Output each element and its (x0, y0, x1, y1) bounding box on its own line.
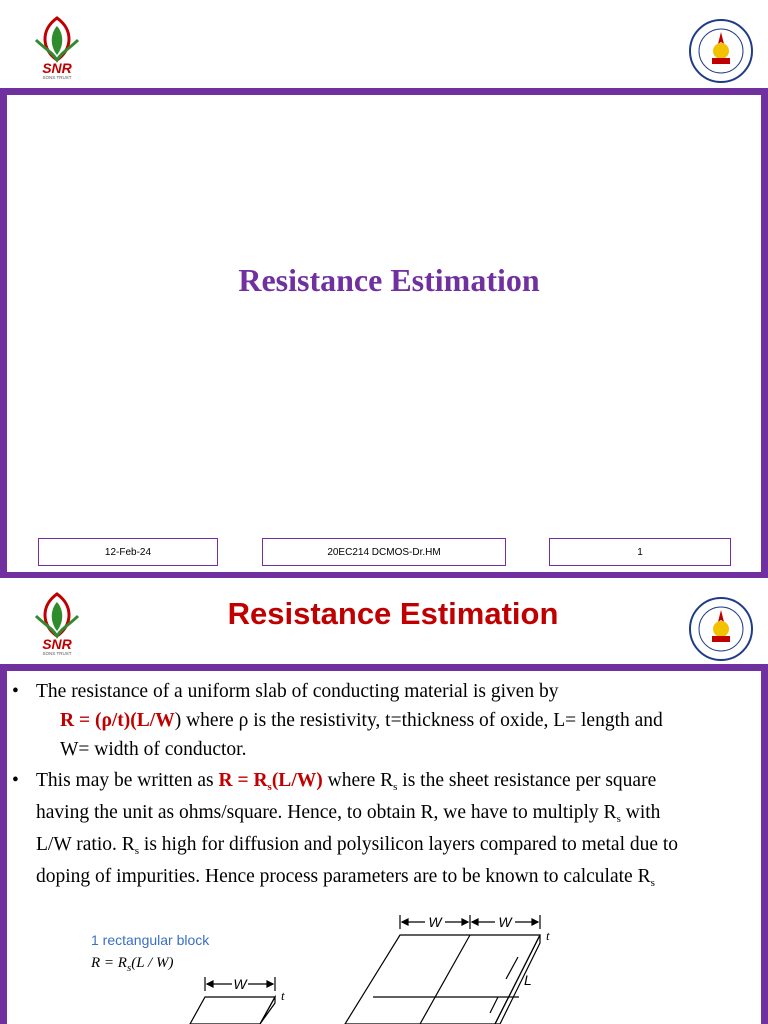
svg-text:SNR: SNR (42, 636, 72, 652)
svg-text:W: W (498, 914, 512, 930)
footer-course: 20EC214 DCMOS-Dr.HM (262, 538, 506, 566)
top-rule (0, 88, 768, 95)
resistance-formula: R = (ρ/t)(L/W (60, 710, 175, 731)
footer-date: 12-Feb-24 (38, 538, 218, 566)
bullet-1-line-2: R = (ρ/t)(L/W) where ρ is the resistivity, t=thickness of oxide, L= length and (60, 710, 663, 731)
bullet-1-line-3: W= width of conductor. (60, 739, 247, 760)
left-rule (0, 664, 7, 1024)
bullet-marker: • (12, 770, 19, 791)
svg-text:SONS TRUST: SONS TRUST (42, 75, 72, 80)
right-rule (761, 664, 768, 1024)
bullet-2-line-4: doping of impurities. Hence process parameters are to be known to calculate $R_s$ (36, 866, 655, 889)
svg-text:t: t (281, 988, 285, 1003)
svg-text:L: L (524, 972, 532, 988)
footer-page-number: 1 (549, 538, 731, 566)
double-block (345, 915, 540, 1024)
svg-text:SONS TRUST: SONS TRUST (42, 651, 72, 656)
svg-text:SNR: SNR (42, 60, 72, 76)
figure-formula: $R = R_s(L / W)$ (91, 955, 174, 974)
figure-caption: 1 rectangular block (91, 932, 210, 948)
sheet-resistance-formula: $R = R_s(L/W)$ (218, 770, 323, 793)
slide-title: Resistance Estimation (227, 596, 559, 631)
snr-logo (22, 10, 92, 80)
bullet-2-line-3: L/W ratio. $R_s$ is high for diffusion and polysilicon layers compared to metal due to (36, 834, 679, 857)
college-seal (688, 18, 754, 84)
bullet-1-line-1: The resistance of a uniform slab of conducting material is given by (36, 681, 559, 702)
bullet-marker: • (12, 681, 19, 702)
slide-title: Resistance Estimation (238, 262, 540, 298)
bullet-2-line-1: This may be written as $R = R_s(L/W)$ where $R_s$ is the sheet resistance per square (36, 770, 657, 793)
left-rule (0, 88, 7, 578)
svg-text:W: W (428, 914, 442, 930)
bullet-1 (12, 679, 760, 762)
bullet-2 (12, 768, 760, 896)
svg-text:t: t (546, 928, 550, 943)
svg-text:W: W (233, 976, 247, 992)
bullet-2-line-2: having the unit as ohms/square. Hence, to obtain R, we have to multiply $R_s$ with (36, 802, 661, 825)
right-rule (761, 88, 768, 578)
header-rule (0, 664, 768, 671)
slab-diagram (180, 905, 580, 1024)
